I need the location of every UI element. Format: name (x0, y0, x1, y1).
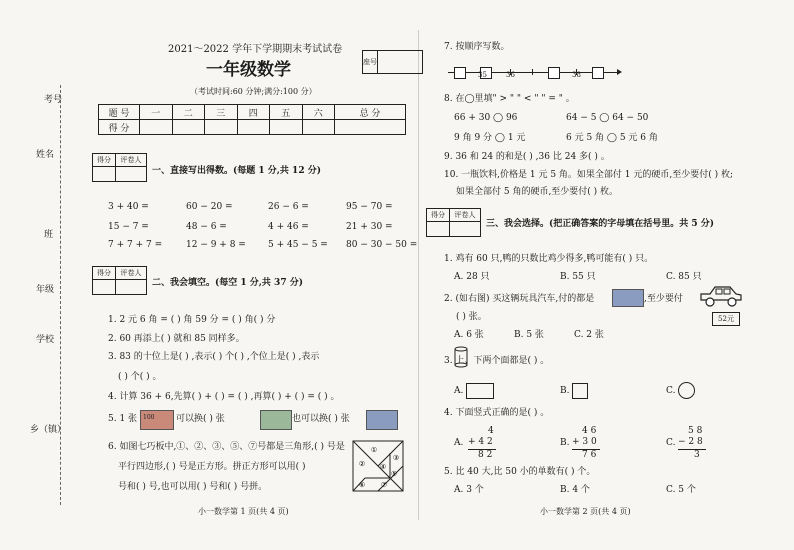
numline-label: 38 (572, 71, 581, 79)
page-divider (418, 30, 419, 520)
vertical-result: 7 6 (582, 450, 597, 460)
score-cell[interactable] (302, 120, 335, 135)
score-header-cell: 总 分 (335, 105, 406, 120)
option: C. (666, 438, 676, 448)
score-header-cell: 三 (205, 105, 238, 120)
grader-score-label: 得分 (93, 267, 116, 280)
calc-item: 48 − 6 = (186, 222, 227, 232)
numline-label: 35 (478, 71, 487, 79)
banknote-10-icon (366, 410, 398, 430)
grader-score-field[interactable] (93, 167, 116, 182)
margin-label-exam-no: 考号 (44, 95, 63, 105)
numline-blank[interactable] (548, 67, 560, 79)
question-3-4: 4. 下面竖式正确的是( ) 。 (444, 408, 550, 418)
score-header-cell: 二 (172, 105, 205, 120)
tangram-label: ① (370, 446, 378, 454)
question-2-10a: 10. 一瓶饮料,价格是 1 元 5 角。如果全部付 1 元的硬币,至少要付( ) 枚; (444, 170, 734, 180)
question-2-4: 4. 计算 36 + 6,先算( ) + ( ) = ( ) ,再算( ) + ( ) = ( ) 。 (108, 392, 340, 402)
tangram-label: ④ (379, 463, 387, 471)
seat-field[interactable] (378, 51, 423, 74)
question-2-9: 9. 36 和 24 的和是( ) ,36 比 24 多( ) 。 (444, 152, 610, 162)
banknote-10-icon (612, 289, 644, 307)
footer-left: 小一数学第 1 页(共 4 页) (198, 507, 289, 516)
banknote-50-icon (260, 410, 292, 430)
question-3-3: 3. 上、下两个面都是( ) 。 (444, 356, 550, 366)
circle-shape-icon (678, 382, 695, 399)
vertical-line (678, 449, 706, 450)
score-header-cell: 一 (140, 105, 173, 120)
calc-item: 5 + 45 − 5 = (268, 240, 328, 250)
cylinder-icon (454, 346, 468, 368)
margin-label-grade: 年级 (36, 285, 55, 295)
numline-blank[interactable] (454, 67, 466, 79)
vertical-op: + 3 0 (572, 437, 597, 447)
question-3-2b: ,至少要付 (644, 294, 683, 304)
question-2-5-prefix: 5. 1 张 (108, 414, 138, 424)
grader-score-field[interactable] (93, 280, 116, 295)
numline-label: 36 (506, 71, 515, 79)
option: C. 85 只 (666, 272, 702, 282)
option: C. 5 个 (666, 485, 696, 495)
question-3-5: 5. 比 40 大,比 50 小的单数有( ) 个。 (444, 467, 596, 477)
vertical-top: 4 (488, 426, 494, 436)
score-cell[interactable] (140, 120, 173, 135)
calc-item: 95 − 70 = (346, 202, 393, 212)
option: B. (560, 438, 570, 448)
question-2-3a: 3. 83 的十位上是( ) ,表示( ) 个( ) ,个位上是( ) ,表示 (108, 352, 320, 362)
option: A. 6 张 (454, 330, 484, 340)
option: C. (666, 386, 676, 396)
question-2-8: 8. 在◯里填" > " " < " " = " 。 (444, 94, 575, 104)
question-2-5-mid1: 可以换( ) 张 (176, 414, 225, 424)
option: C. 2 张 (574, 330, 604, 340)
grader-name-field[interactable] (450, 222, 481, 237)
score-table (98, 104, 406, 135)
option: A. 3 个 (454, 485, 484, 495)
question-2-1: 1. 2 元 6 角 = ( ) 角 59 分 = ( ) 角( ) 分 (108, 315, 276, 325)
tangram-label: ⑤ (390, 470, 398, 478)
question-2-10b: 如果全部付 5 角的硬币,至少要付( ) 枚。 (456, 187, 619, 197)
calc-item: 26 − 6 = (268, 202, 309, 212)
score-header-cell: 六 (302, 105, 335, 120)
grader-box-1 (92, 153, 147, 182)
vertical-result: 8 2 (478, 450, 493, 460)
grader-score-field[interactable] (427, 222, 450, 237)
question-2-5-mid2: 也可以换( ) 张 (292, 414, 350, 424)
question-2-2: 2. 60 再添上( ) 就和 85 同样多。 (108, 334, 245, 344)
section3-title: 三、我会选择。(把正确答案的字母填在括号里。共 5 分) (486, 219, 715, 229)
vertical-top: 4 6 (582, 426, 597, 436)
option: B. 55 只 (560, 272, 596, 282)
question-3-2c: ( ) 张。 (456, 312, 487, 322)
exam-year-title: 2021～2022 学年下学期期末考试试卷 (168, 44, 343, 55)
car-price-tag: 52元 (712, 312, 740, 326)
score-header-cell: 四 (237, 105, 270, 120)
tangram-label: ⑥ (358, 481, 366, 489)
grader-name-label: 评卷人 (450, 209, 481, 222)
vertical-op: − 2 8 (678, 437, 703, 447)
grader-name-field[interactable] (116, 167, 147, 182)
option: A. (454, 438, 464, 448)
score-header-cell: 题 号 (99, 105, 140, 120)
score-header-cell: 五 (270, 105, 303, 120)
option: A. 28 只 (454, 272, 490, 282)
question-2-6c: 号和( ) 号,也可以用( ) 号和( ) 号拼。 (118, 482, 268, 492)
number-line-arrow-icon (617, 69, 622, 75)
compare-item: 64 − 5 ◯ 64 − 50 (566, 113, 649, 123)
question-3-1: 1. 鸡有 60 只,鸭的只数比鸡少得多,鸭可能有( ) 只。 (444, 254, 654, 264)
calc-item: 60 − 20 = (186, 202, 233, 212)
vertical-result: 3 (694, 450, 700, 460)
question-2-6a: 6. 如图七巧板中,①、②、③、⑤、⑦号都是三角形,( ) 号是 (108, 442, 345, 452)
square-shape-icon (572, 383, 588, 399)
section1-title: 一、直接写出得数。(每题 1 分,共 12 分) (152, 166, 321, 176)
tangram-label: ③ (392, 454, 400, 462)
question-2-7: 7. 按顺序写数。 (444, 42, 510, 52)
exam-info: （考试时间:60 分钟;满分:100 分） (190, 87, 317, 96)
score-cell[interactable] (172, 120, 205, 135)
calc-item: 15 − 7 = (108, 222, 149, 232)
grader-score-label: 得分 (427, 209, 450, 222)
tangram-diagram (352, 440, 404, 492)
compare-item: 6 元 5 角 ◯ 5 元 6 角 (566, 133, 658, 143)
score-cell[interactable] (335, 120, 406, 135)
margin-label-school: 学校 (36, 335, 55, 345)
question-3-2a: 2. (如右图) 买这辆玩具汽车,付的都是 (444, 294, 595, 304)
margin-label-name: 姓名 (36, 150, 55, 160)
option: A. (454, 386, 464, 396)
compare-item: 66 + 30 ◯ 96 (454, 113, 518, 123)
grader-box-2 (92, 266, 147, 295)
toy-car-icon (698, 284, 744, 308)
grader-name-label: 评卷人 (116, 154, 147, 167)
calc-item: 21 + 30 = (346, 222, 393, 232)
grader-score-label: 得分 (93, 154, 116, 167)
number-line (448, 72, 618, 73)
question-2-3b: ( ) 个( ) 。 (118, 372, 162, 382)
calc-item: 80 − 30 − 50 = (346, 240, 418, 250)
calc-item: 4 + 46 = (268, 222, 309, 232)
binding-line (60, 85, 62, 505)
vertical-op: + 4 2 (468, 437, 493, 447)
calc-item: 3 + 40 = (108, 202, 149, 212)
vertical-top: 5 8 (688, 426, 703, 436)
option: B. (560, 386, 570, 396)
score-row-label: 得 分 (99, 120, 140, 135)
score-cell[interactable] (270, 120, 303, 135)
numline-blank[interactable] (592, 67, 604, 79)
grader-box-3 (426, 208, 481, 237)
tangram-label: ② (358, 460, 366, 468)
grader-name-field[interactable] (116, 280, 147, 295)
score-cell[interactable] (205, 120, 238, 135)
option: B. 4 个 (560, 485, 590, 495)
section2-title: 二、我会填空。(每空 1 分,共 37 分) (152, 278, 303, 288)
tangram-label: ⑦ (380, 481, 388, 489)
score-cell[interactable] (237, 120, 270, 135)
exam-subject-title: 一年级数学 (206, 60, 291, 80)
option: B. 5 张 (514, 330, 544, 340)
question-2-6b: 平行四边形,( ) 号是正方形。拼正方形可以用( ) (118, 462, 306, 472)
margin-label-class: 班 (44, 230, 54, 240)
calc-item: 12 − 9 + 8 = (186, 240, 246, 250)
rectangle-shape-icon (466, 383, 494, 399)
seat-box (362, 50, 423, 74)
margin-label-town: 乡（镇） (30, 425, 67, 435)
compare-item: 9 角 9 分 ◯ 1 元 (454, 133, 526, 143)
banknote-100-icon: 100 (140, 410, 174, 430)
footer-right: 小一数学第 2 页(共 4 页) (540, 507, 631, 516)
seat-label: 座号 (363, 51, 378, 74)
calc-item: 7 + 7 + 7 = (108, 240, 163, 250)
grader-name-label: 评卷人 (116, 267, 147, 280)
